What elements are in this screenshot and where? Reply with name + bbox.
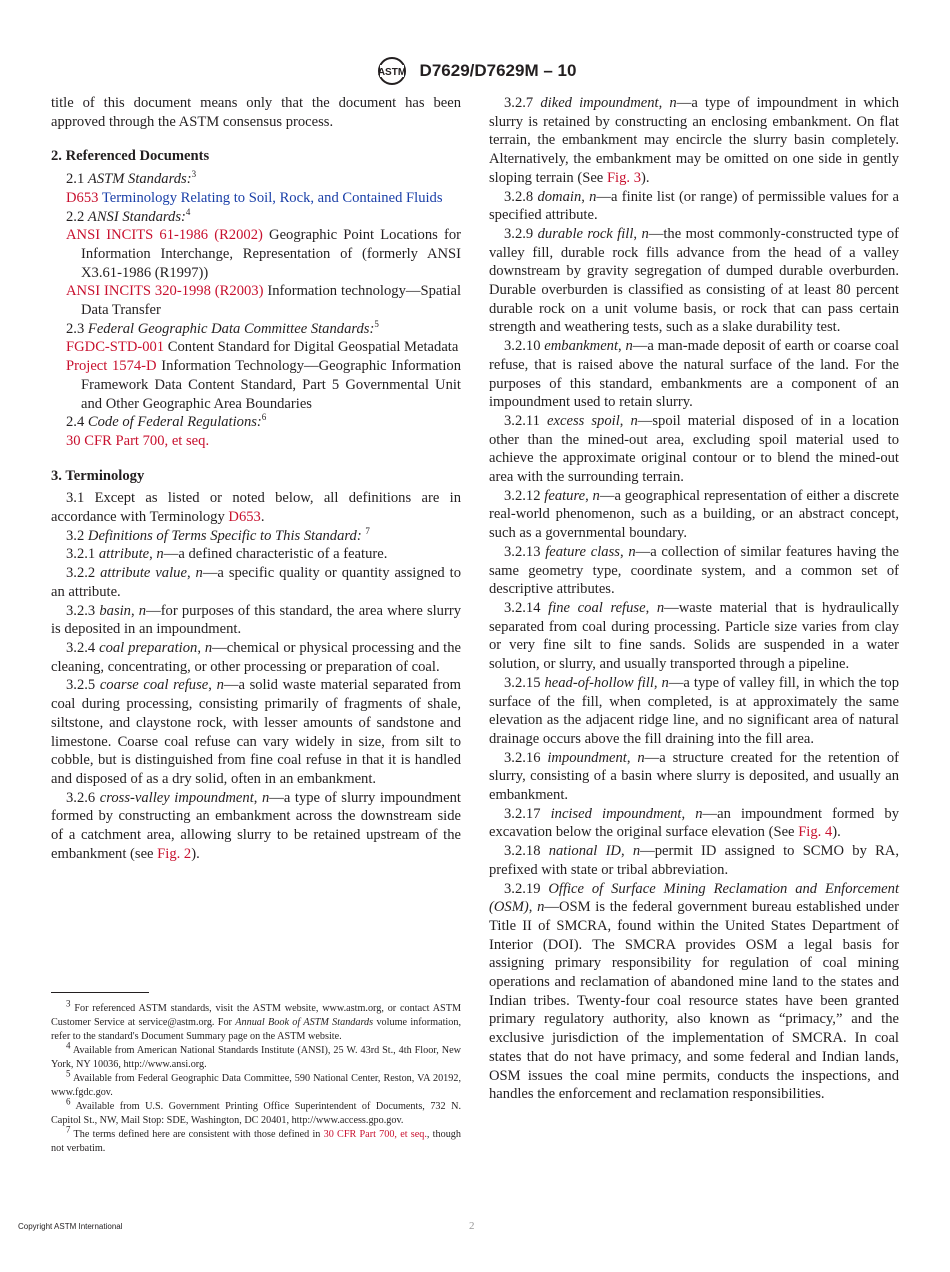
ref-fgdc: FGDC-STD-001 Content Standard for Digital Geospatial Metadata	[66, 339, 459, 356]
footnote-6: $^6$ Available from U.S. Government Printing Office Superintendent of Documents, 732 N. Capitol St., NW, Mail Stop: SDE, Washington, DC 20401, http://www.access.gpo.gov.	[51, 1096, 461, 1126]
section-3-heading: 3. Terminology	[51, 467, 145, 484]
footnote-3: $^3$ For referenced ASTM standards, visit the ASTM website, www.astm.org, or contact ASTM Customer Service at service@astm.org. For Annual Book of ASTM Standards volume information, refer to the standard's Document Summary page on the ASTM website.	[51, 998, 462, 1042]
ref-project-1574d: Project 1574-D Information Technology—Geographic Information Framework Data Content Standard, Part 5 Governmental Unit and Other Geographic Area Boundaries	[66, 358, 461, 412]
page-number: 2	[469, 1220, 475, 1232]
def-3-2-2: 3.2.2 attribute value, n—a specific quality or quantity assigned to an attribute.	[51, 565, 462, 600]
link-30cfr-footnote[interactable]: 30 CFR Part 700, et seq.	[323, 1129, 427, 1140]
standard-designation: D7629/D7629M – 10	[419, 61, 577, 80]
subsection-2-3: 2.3 Federal Geographic Data Committee Standards:$^5$	[66, 318, 379, 337]
footnote-4: $^4$ Available from American National Standards Institute (ANSI), 25 W. 43rd St., 4th Floor, New York, NY 10036, http://www.ansi.org.	[51, 1040, 461, 1070]
left-column	[51, 94, 461, 863]
svg-text:ASTM: ASTM	[377, 67, 406, 78]
def-3-2-13: 3.2.13 feature class, n—a collection of similar features having the same geometry type, coordinate system, and a common set of descriptive attributes.	[489, 543, 899, 598]
def-3-2-15: 3.2.15 head-of-hollow fill, n—a type of valley fill, in which the top surface of the fill, when completed, is at approximately the same elevation as the adjacent ridge line, and no significant area of natural drainage occurs above the fill draining into the fill area.	[489, 674, 899, 747]
link-fig-4[interactable]: Fig. 4	[798, 824, 833, 841]
link-30cfr[interactable]: 30 CFR Part 700, et seq.	[66, 432, 210, 449]
ref-ansi-61: ANSI INCITS 61-1986 (R2002) Geographic Point Locations for Information Interchange, Representation of (formerly ANSI X3.61-1986 (R1997))	[66, 227, 461, 281]
footnote-divider	[51, 992, 149, 993]
footnote-7: $^7$ The terms defined here are consistent with those defined in 30 CFR Part 700, et seq., though not verbatim.	[51, 1124, 461, 1154]
def-3-2-7: 3.2.7 diked impoundment, n—a type of impoundment in which slurry is retained by constructing an enclosing embankment. On flat terrain, the embankment may encircle the slurry basin completely. Alternatively, the embankment may be omitted on one side in gently sloping terrain (See Fig. 3).	[489, 95, 900, 186]
right-column	[489, 94, 899, 1104]
def-3-2-10: 3.2.10 embankment, n—a man-made deposit of earth or coarse coal refuse, that is raised above the natural surface of the land. For the purposes of this standard, embankments are a component of an impoundment used to retain slurry.	[489, 338, 899, 411]
section-2-heading: 2. Referenced Documents	[51, 148, 210, 165]
link-d653-term[interactable]: D653	[228, 509, 261, 526]
def-3-2-19: 3.2.19 Office of Surface Mining Reclamation and Enforcement (OSM), n—OSM is the federal government bureau established under Title II of SMCRA, found within the United States Department of Interior (DOI). The SMCRA provides OSM a legal basis for assigning primary responsibility for regulation of coal mining operations and reclamation of abandoned mine land to the states and Indian tribes. Twenty-four coal resource states have been granted primary regulatory authority, also known as “primacy,” and the exclusive jurisdiction of the implementation of SMCRA. In coal states that do not have primacy, and some federal and Indian lands, OSM issues the coal mine permits, conducts the inspections, and handles the enforcement and reclamation responsibilities.	[489, 880, 899, 1103]
subsection-2-1: 2.1 ASTM Standards:$^3$	[66, 169, 197, 188]
def-3-2-8: 3.2.8 domain, n—a finite list (or range) of permissible values for a specified attribute.	[489, 188, 899, 224]
def-3-2-16: 3.2.16 impoundment, n—a structure created for the retention of slurry, consisting of a basin where slurry is deposited, and usually an embankment.	[489, 749, 899, 804]
def-3-2-11: 3.2.11 excess spoil, n—spoil material disposed of in a location other than the mined-out area, excluding spoil material used to achieve the approximate original contour or to blend the mined-out area with the surrounding terrain.	[489, 412, 900, 486]
def-3-2-9: 3.2.9 durable rock fill, n—the most commonly-constructed type of valley fill, durable rock fills advance from the head of a valley downstream by gravity segregation of dumped durable overburden. Durable overburden is classified as consisting of at least 80 percent durable rock on a unit volume basis, or rock that can pass certain strength and weathering tests, such as a slake durability test.	[489, 225, 900, 336]
link-project-1574d[interactable]: Project 1574-D	[66, 358, 157, 375]
link-ansi-320[interactable]: ANSI INCITS 320-1998 (R2003)	[66, 283, 264, 300]
ref-ansi-320: ANSI INCITS 320-1998 (R2003) Information technology—Spatial Data Transfer	[66, 283, 461, 319]
def-3-2-17: 3.2.17 incised impoundment, n—an impoundment formed by excavation below the original surface elevation (See Fig. 4).	[489, 805, 900, 841]
para-3-2: 3.2 Definitions of Terms Specific to This Standard: $^7$	[66, 525, 370, 544]
footnote-5: $^5$ Available from Federal Geographic Data Committee, 590 National Center, Reston, VA 20192, www.fgdc.gov.	[51, 1068, 461, 1098]
def-3-2-14: 3.2.14 fine coal refuse, n—waste material that is hydraulically separated from coal during processing. Particle size varies from clay or very fine silt to fine sands. Solids are suspended in a water solution, or slurry, and usually transported through a pipeline.	[489, 599, 899, 673]
link-fgdc[interactable]: FGDC-STD-001	[66, 339, 165, 356]
def-3-2-1: 3.2.1 attribute, n—a defined characteristic of a feature.	[66, 546, 388, 563]
def-3-2-5: 3.2.5 coarse coal refuse, n—a solid waste material separated from coal during processing, consisting primarily of fragments of shale, siltstone, and claystone rock, with lesser amounts of sandstone and limestone. Coarse coal refuse can vary widely in size, from silt to cobble, but is distinguished from fine coal refuse in that it is handled and disposed of as a dry solid, often in an embankment.	[51, 677, 462, 787]
para-3-1: 3.1 Except as listed or noted below, all definitions are in accordance with Terminology D653.	[51, 490, 461, 526]
ref-30cfr	[51, 432, 461, 451]
subsection-2-2: 2.2 ANSI Standards:$^4$	[66, 206, 191, 225]
link-ansi-61[interactable]: ANSI INCITS 61-1986 (R2002)	[66, 227, 263, 244]
subsection-2-4: 2.4 Code of Federal Regulations:$^6$	[66, 412, 267, 431]
def-3-2-3: 3.2.3 basin, n—for purposes of this standard, the area where slurry is deposited in an impoundment.	[51, 602, 461, 638]
footnotes	[51, 998, 462, 1156]
astm-logo-icon	[374, 56, 410, 86]
link-d653[interactable]: D653 Terminology Relating to Soil, Rock, and Contained Fluids	[66, 189, 443, 206]
page-header	[0, 56, 950, 86]
def-3-2-4: 3.2.4 coal preparation, n—chemical or physical processing and the cleaning, concentrating, or other processing or preparation of coal.	[51, 639, 462, 675]
def-3-2-18: 3.2.18 national ID, n—permit ID assigned to SCMO by RA, prefixed with state or tribal abbreviation.	[489, 843, 899, 878]
ref-d653	[51, 189, 461, 208]
intro-paragraph: title of this document means only that the document has been approved through the ASTM consensus process.	[51, 95, 461, 130]
copyright-notice: Copyright ASTM International	[18, 1222, 123, 1231]
def-3-2-12: 3.2.12 feature, n—a geographical representation of either a discrete real-world phenomenon, such as a building, or an abstract concept, such as a governmental boundary.	[489, 487, 899, 542]
def-3-2-6: 3.2.6 cross-valley impoundment, n—a type of slurry impoundment formed by constructing an embankment across the downstream side of a catchment area, allowing slurry to be retained upstream of the embankment (see Fig. 2).	[51, 789, 461, 862]
link-fig-3[interactable]: Fig. 3	[606, 169, 641, 186]
link-fig-2[interactable]: Fig. 2	[157, 845, 192, 862]
